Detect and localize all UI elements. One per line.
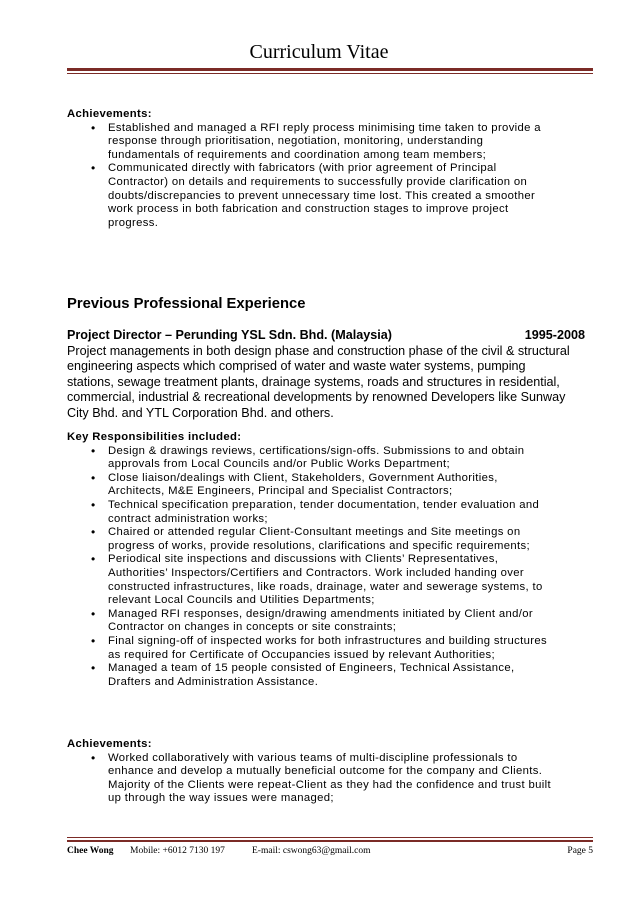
bullet-line: Majority of the Clients were repeat-Client as they had the confidence and trust built [108,778,551,791]
section-heading: Previous Professional Experience [67,296,306,312]
bullet-line: as required for Certificate of Occupancies issued by relevant Authorities; [108,648,495,661]
achievements-section-2 [67,738,593,806]
bullet-dot-icon: • [91,470,96,485]
bullet-line: fundamentals of requirements and coordination among team members; [108,148,487,161]
achievements-heading: Achievements: [67,738,152,750]
bullet-item [67,608,593,635]
job-title: Project Director – Perunding YSL Sdn. Bhd. (Malaysia) [67,328,392,342]
bullet-line: Established and managed a RFI reply process minimising time taken to provide a [108,121,541,134]
achievements-section-1 [67,108,593,230]
bullet-item [67,445,593,472]
bullet-line: Worked collaboratively with various teams of multi-discipline professionals to [108,751,518,764]
description-line: stations, sewage treatment plants, drainage systems, roads and structures in residential, [67,374,560,389]
footer-mobile: Mobile: +6012 7130 197 [130,846,225,856]
bullet-line: doubts/discrepancies to prevent unnecessary time lost. This created a smoother [108,189,536,202]
bullet-line: Final signing-off of inspected works for both infrastructures and building structures [108,634,547,647]
bullet-dot-icon: • [91,161,96,176]
bullet-dot-icon: • [91,633,96,648]
bullet-line: approvals from Local Councils and/or Public Works Department; [108,458,450,471]
bullet-dot-icon: • [91,443,96,458]
responsibilities-section [67,431,593,689]
bullet-line: constructed infrastructures, like roads, drainage, water and sewerage systems, to [108,580,543,593]
bullet-line: Communicated directly with fabricators (with prior agreement of Principal [108,162,497,175]
bullet-line: Contractor on changes in concepts or site constraints; [108,621,397,634]
bullet-line: response through prioritisation, negotiation, monitoring, understanding [108,135,484,148]
job-entry [67,328,593,421]
footer-name: Chee Wong [67,846,114,856]
description-line: City Bhd. and YTL Corporation Bhd. and others. [67,405,334,420]
footer-rule-thick [67,840,593,842]
achievements-list [67,122,593,231]
bullet-item [67,526,593,553]
header-rule-thin [67,73,593,74]
footer-email: E-mail: cswong63@gmail.com [252,846,371,856]
description-line: commercial, industrial & recreational developments by renowned Developers like Sunway [67,390,566,404]
bullet-dot-icon: • [91,750,96,765]
description-line: engineering aspects which comprised of water and waste water systems, pumping [67,359,526,373]
bullet-line: enhance and develop a mutually beneficial outcome for the company and Clients. [108,765,543,778]
bullet-line: relevant Local Councils and Utilities Departments; [108,594,375,607]
bullet-line: progress. [108,216,159,229]
bullet-item [67,472,593,499]
bullet-dot-icon: • [91,552,96,567]
bullet-line: contract administration works; [108,512,268,525]
bullet-line: Technical specification preparation, tender documentation, tender evaluation and [108,498,540,511]
bullet-item [67,752,593,806]
bullet-item [67,635,593,662]
achievements-heading: Achievements: [67,108,152,120]
footer-rule [67,837,593,838]
job-description [67,344,593,422]
responsibilities-list [67,445,593,690]
bullet-line: Managed RFI responses, design/drawing amendments initiated by Client and/or [108,607,533,620]
experience-section [67,295,593,313]
bullet-line: up through the way issues were managed; [108,792,334,805]
bullet-line: Chaired or attended regular Client-Consultant meetings and Site meetings on [108,526,521,539]
bullet-line: Drafters and Administration Assistance. [108,675,319,688]
footer-page-number: Page 5 [567,846,593,856]
bullet-line: Close liaison/dealings with Client, Stakeholders, Government Authorities, [108,471,498,484]
bullet-line: Authorities’ Inspectors/Certifiers and Contractors. Work included handing over [108,566,524,579]
job-years: 1995-2008 [524,328,585,342]
bullet-item [67,662,593,689]
description-line: Project managements in both design phase and construction phase of the civil & structural [67,343,570,358]
bullet-dot-icon: • [91,120,96,135]
bullet-item [67,553,593,607]
job-header [67,328,585,344]
bullet-line: progress of works, provide resolutions, clarifications and specific requirements; [108,539,531,552]
achievements-list [67,752,593,806]
page-title: Curriculum Vitae [249,41,389,63]
bullet-dot-icon: • [91,525,96,540]
bullet-item [67,162,593,230]
bullet-line: Periodical site inspections and discussions with Clients’ Representatives, [108,553,499,566]
responsibilities-heading: Key Responsibilities included: [67,431,242,443]
bullet-line: Design & drawings reviews, certifications/sign-offs. Submissions to and obtain [108,444,525,457]
bullet-line: Contractor) on details and requirements to successfully provide clarification on [108,175,528,188]
bullet-dot-icon: • [91,497,96,512]
bullet-line: work process in both fabrication and construction stages to improve project [108,203,509,216]
bullet-line: Managed a team of 15 people consisted of Engineers, Technical Assistance, [108,662,515,675]
bullet-item [67,499,593,526]
bullet-item [67,122,593,163]
bullet-dot-icon: • [91,606,96,621]
bullet-line: Architects, M&E Engineers, Principal and Specialist Contractors; [108,485,453,498]
header-rule [67,68,593,71]
bullet-dot-icon: • [91,661,96,676]
